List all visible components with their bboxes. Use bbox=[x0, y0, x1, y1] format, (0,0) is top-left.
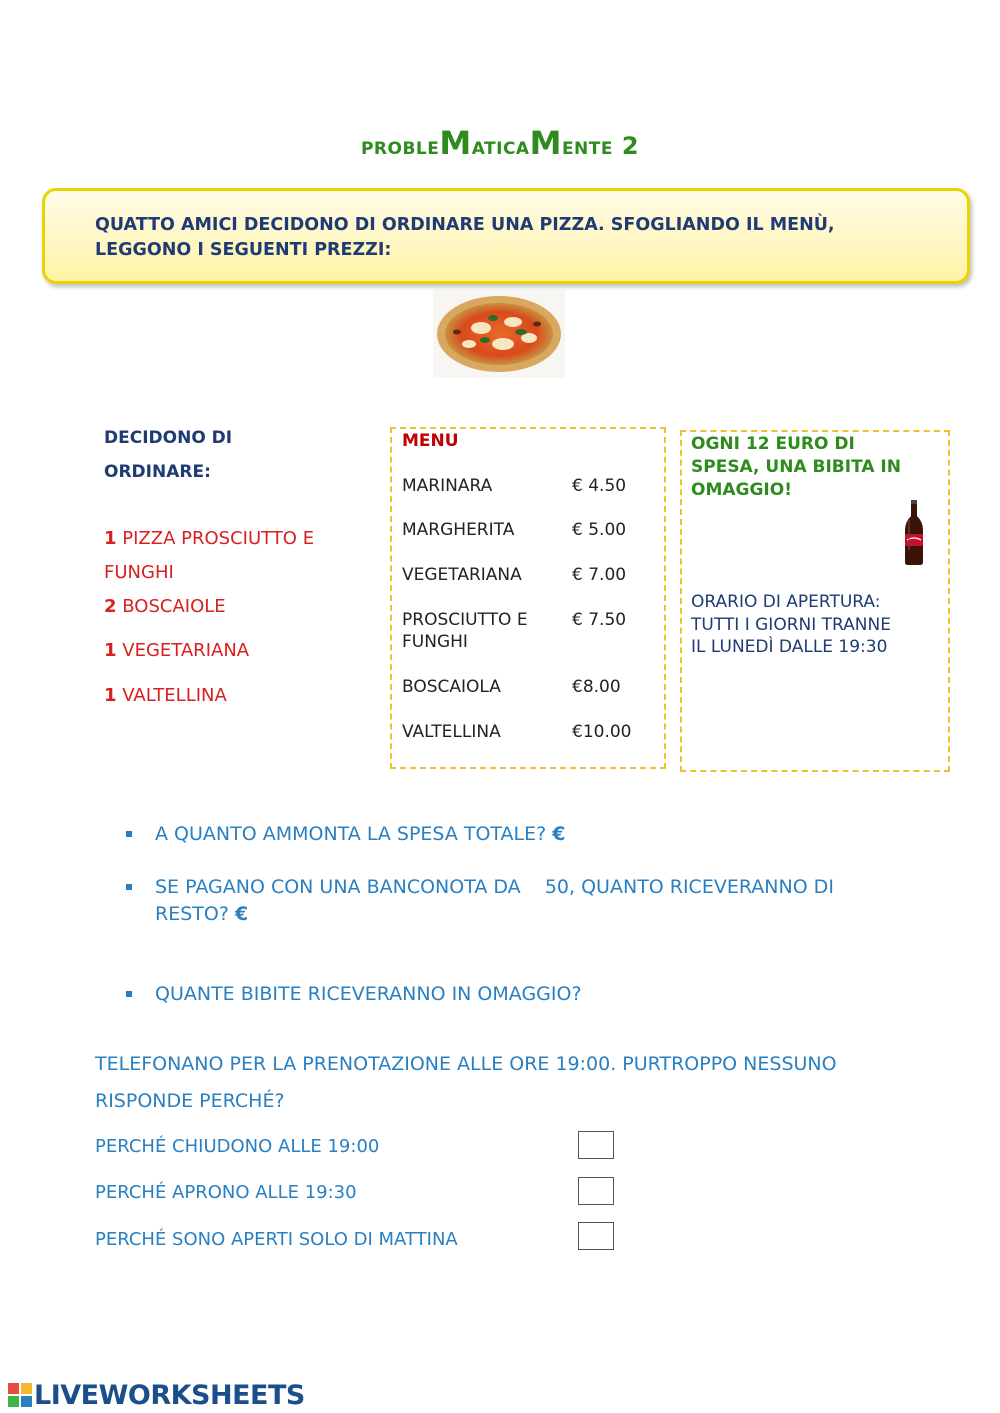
order-qty: 2 bbox=[104, 596, 117, 617]
order-name: BOSCAIOLE bbox=[122, 596, 226, 617]
question-text: SE PAGANO CON UNA BANCONOTA DA 50, QUANTO RICEVERANNO DI bbox=[155, 876, 834, 898]
menu-item-price: € 7.50 bbox=[572, 610, 627, 630]
menu-item-name: MARINARA bbox=[402, 476, 493, 496]
option-label: PERCHÉ SONO APERTI SOLO DI MATTINA bbox=[95, 1229, 458, 1250]
order-qty: 1 bbox=[104, 640, 117, 661]
menu-title: MENU bbox=[402, 431, 459, 451]
title-part: proble bbox=[360, 132, 440, 160]
menu-item-name: PROSCIUTTO E bbox=[402, 610, 528, 630]
soda-bottle-icon bbox=[900, 500, 928, 566]
intro-text bbox=[95, 213, 925, 263]
menu-item-price: € 4.50 bbox=[572, 476, 627, 496]
menu-item-price: € 7.00 bbox=[572, 565, 627, 585]
euro-sign: € bbox=[552, 823, 566, 845]
liveworksheets-logo-icon bbox=[8, 1383, 32, 1407]
offer-line: OGNI 12 EURO DI bbox=[691, 434, 855, 454]
pizza-image bbox=[433, 288, 565, 378]
menu-item-name: VALTELLINA bbox=[402, 722, 501, 742]
menu-item-name: VEGETARIANA bbox=[402, 565, 522, 585]
offer-line: SPESA, UNA BIBITA IN bbox=[691, 457, 901, 477]
offer-line: OMAGGIO! bbox=[691, 480, 792, 500]
order-heading: ORDINARE: bbox=[104, 462, 211, 482]
order-item bbox=[104, 640, 249, 661]
opening-hours bbox=[691, 591, 941, 659]
title-part: M bbox=[439, 124, 472, 162]
title-part: ente 2 bbox=[561, 132, 640, 160]
offer-text bbox=[691, 433, 941, 502]
title-part: atica bbox=[471, 132, 530, 160]
question-line: RESTO? bbox=[155, 903, 229, 925]
menu-item-price: €8.00 bbox=[572, 677, 621, 697]
order-name: PIZZA PROSCIUTTO E bbox=[122, 528, 315, 549]
bullet-icon bbox=[126, 991, 132, 997]
order-item bbox=[104, 596, 226, 617]
question-text bbox=[155, 901, 248, 928]
bullet-icon bbox=[126, 884, 132, 890]
menu-item-name: MARGHERITA bbox=[402, 520, 515, 540]
question-text bbox=[155, 821, 566, 848]
phone-line: RISPONDE PERCHÉ? bbox=[95, 1090, 285, 1112]
order-item-continued: FUNGHI bbox=[104, 562, 174, 583]
order-heading: DECIDONO DI bbox=[104, 428, 233, 448]
intro-line: QUATTO AMICI DECIDONO DI ORDINARE UNA PIZZA. SFOGLIANDO IL MENÙ, bbox=[95, 215, 835, 235]
order-name: VEGETARIANA bbox=[122, 640, 250, 661]
hours-line: ORARIO DI APERTURA: bbox=[691, 592, 881, 612]
option-checkbox[interactable] bbox=[578, 1177, 614, 1205]
order-name: VALTELLINA bbox=[122, 685, 227, 706]
menu-item-name: FUNGHI bbox=[402, 632, 468, 652]
order-qty: 1 bbox=[104, 528, 117, 549]
hours-line: TUTTI I GIORNI TRANNE bbox=[691, 614, 891, 635]
question-line: A QUANTO AMMONTA LA SPESA TOTALE? bbox=[155, 823, 547, 845]
option-checkbox[interactable] bbox=[578, 1222, 614, 1250]
order-item bbox=[104, 528, 314, 549]
bullet-icon bbox=[126, 831, 132, 837]
menu-item-price: € 5.00 bbox=[572, 520, 627, 540]
title-part: M bbox=[529, 124, 562, 162]
option-label: PERCHÉ APRONO ALLE 19:30 bbox=[95, 1182, 357, 1203]
question-text: QUANTE BIBITE RICEVERANNO IN OMAGGIO? bbox=[155, 983, 582, 1005]
order-qty: 1 bbox=[104, 685, 117, 706]
intro-line: LEGGONO I SEGUENTI PREZZI: bbox=[95, 240, 392, 260]
option-checkbox[interactable] bbox=[578, 1131, 614, 1159]
liveworksheets-logo[interactable]: LIVEWORKSHEETS bbox=[34, 1380, 305, 1411]
phone-line: TELEFONANO PER LA PRENOTAZIONE ALLE ORE 19:00. PURTROPPO NESSUNO bbox=[95, 1053, 837, 1075]
page-title bbox=[0, 124, 1000, 162]
euro-sign: € bbox=[234, 903, 249, 925]
hours-line: IL LUNEDÌ DALLE 19:30 bbox=[691, 637, 888, 657]
phone-paragraph bbox=[95, 1046, 925, 1120]
option-label: PERCHÉ CHIUDONO ALLE 19:00 bbox=[95, 1136, 380, 1157]
menu-item-name: BOSCAIOLA bbox=[402, 677, 501, 697]
menu-item-price: €10.00 bbox=[572, 722, 632, 742]
order-item bbox=[104, 685, 227, 706]
